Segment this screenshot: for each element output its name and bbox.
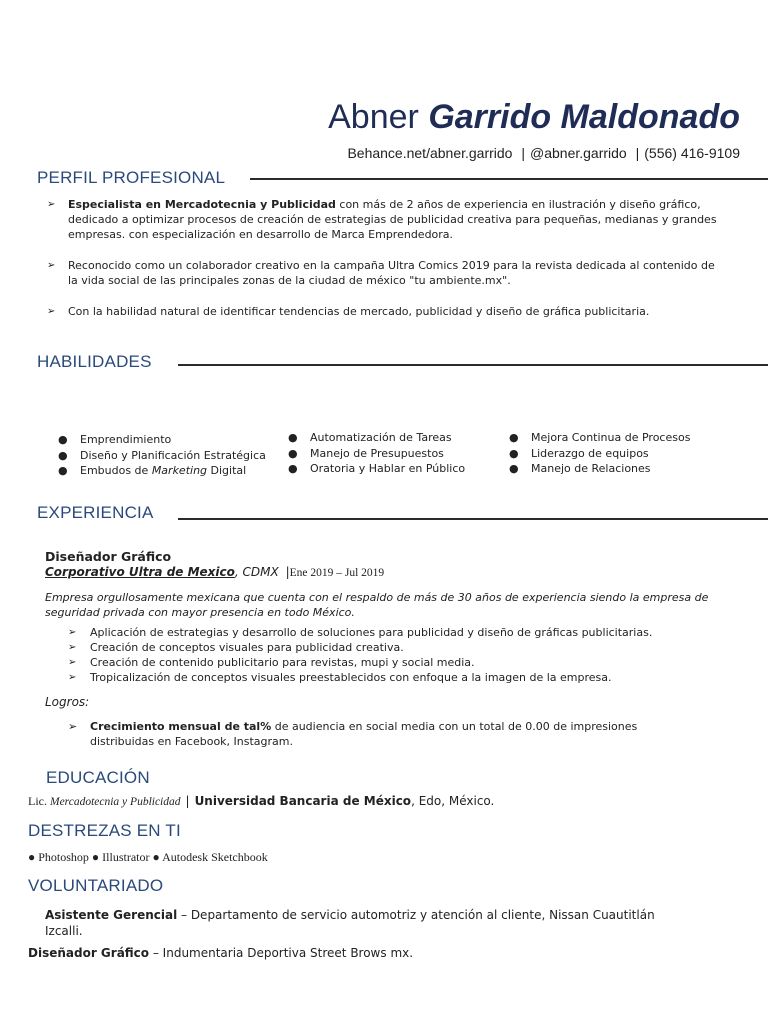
bullet-dot-icon: ●: [509, 462, 519, 475]
separator: |: [521, 145, 525, 161]
skills-column-1: [58, 432, 266, 479]
task-item: ➢ Tropicalización de conceptos visuales preestablecidos con enfoque a la imagen de la empresa.: [68, 671, 612, 684]
perfil-highlight: Especialista en Mercadotecnia y Publicidad: [68, 198, 336, 211]
experiencia-title: EXPERIENCIA: [37, 503, 154, 522]
education-line: Lic. Mercadotecnia y Publicidad | Universidad Bancaria de México, Edo, México.: [28, 794, 495, 808]
skill-item: ● Diseño y Planificación Estratégica: [58, 448, 266, 462]
bullet-dot-icon: ●: [509, 431, 519, 444]
job-dates: Ene 2019 – Jul 2019: [289, 567, 385, 579]
perfil-item-3: [47, 304, 727, 319]
skill-item: ● Manejo de Relaciones: [509, 462, 651, 475]
perfil-text: con más de 2 años de experiencia en ilustración y diseño gráfico, dedicado a optimizar procesos de creación de estrategias de publicidad creativa para pequeñas, medianas y grandes empresas. con especialización en desarrollo de Marca Emprendedora.: [68, 198, 717, 241]
destrezas-title: DESTREZAS EN TI: [28, 821, 181, 840]
it-skills-line: ● Photoshop ● Illustrator ● Autodesk Sketchbook: [28, 850, 268, 864]
skill-item: ● Automatización de Tareas: [288, 431, 452, 444]
arrow-bullet-icon: ➢: [68, 627, 77, 638]
arrow-bullet-icon: ➢: [68, 672, 77, 683]
perfil-item-1: [47, 197, 727, 242]
university: Universidad Bancaria de México: [194, 794, 412, 808]
skill-item: ● Mejora Continua de Procesos: [509, 431, 691, 444]
skill-item: ● Manejo de Presupuestos: [288, 446, 444, 460]
task-item: ➢ Creación de conceptos visuales para publicidad creativa.: [68, 641, 404, 654]
voluntariado-title: VOLUNTARIADO: [28, 876, 164, 895]
perfil-item-2: [47, 258, 727, 288]
skill-item: ● Oratoria y Hablar en Público: [288, 462, 466, 475]
degree: Mercadotecnia y Publicidad: [50, 796, 181, 808]
company-location: , CDMX: [234, 565, 279, 579]
company-name: Corporativo Ultra de Mexico: [45, 565, 235, 579]
arrow-bullet-icon: ➢: [68, 642, 77, 653]
bullet-dot-icon: ●: [509, 446, 519, 460]
experiencia-rule: [178, 518, 768, 520]
task-item: ➢ Creación de contenido publicitario para revistas, mupi y social media.: [68, 656, 475, 669]
company-line: Corporativo Ultra de Mexico, CDMX |Ene 2019 – Jul 2019: [45, 565, 385, 579]
last-name: Garrido Maldonado: [428, 98, 740, 136]
habilidades-title: HABILIDADES: [37, 352, 152, 371]
educacion-title: EDUCACIÓN: [46, 768, 150, 787]
task-item: ➢ Aplicación de estrategias y desarrollo de soluciones para publicidad y diseño de gráficas publicitarias.: [68, 626, 653, 639]
logro-highlight: Crecimiento mensual de tal%: [90, 720, 272, 733]
applicant-name: [328, 98, 740, 137]
behance-link[interactable]: Behance.net/abner.garrido: [347, 145, 513, 161]
skill-item: ● Emprendimiento: [58, 433, 172, 446]
bullet-dot-icon: ●: [288, 431, 298, 444]
bullet-dot-icon: ●: [288, 462, 298, 475]
contact-line: [347, 145, 740, 161]
volunteer-role: Diseñador Gráfico: [28, 946, 150, 960]
volunteer-item-2: Diseñador Gráfico – Indumentaria Deportiva Street Brows mx.: [28, 946, 414, 960]
perfil-text: Con la habilidad natural de identificar tendencias de mercado, publicidad y diseño de gráfica publicitaria.: [68, 305, 650, 318]
perfil-rule: [250, 178, 768, 180]
bullet-dot-icon: ●: [288, 446, 298, 460]
habilidades-rule: [178, 364, 768, 366]
arrow-bullet-icon: ➢: [47, 306, 56, 317]
phone: (556) 416-9109: [644, 145, 740, 161]
bullet-dot-icon: ●: [58, 433, 68, 446]
skills-column-2: [288, 430, 465, 477]
separator: |: [635, 145, 640, 161]
arrow-bullet-icon: ➢: [47, 199, 56, 210]
first-name: Abner: [328, 98, 419, 136]
perfil-text: Reconocido como un colaborador creativo en la campaña Ultra Comics 2019 para la revista dedicada al contenido de la vida social de las principales zonas de la ciudad de méxico "tu ambiente.mx".: [68, 259, 715, 287]
arrow-bullet-icon: ➢: [68, 657, 77, 668]
handle: @abner.garrido: [530, 145, 627, 161]
logro-item: ➢ Crecimiento mensual de tal% de audiencia en social media con un total de 0.00 de impresiones distribuidas en Facebook, Instagram.: [68, 720, 638, 748]
logros-label: Logros:: [45, 695, 90, 709]
bullet-dot-icon: ●: [58, 448, 68, 462]
arrow-bullet-icon: ➢: [68, 720, 78, 733]
task-list: [68, 625, 652, 685]
perfil-title: PERFIL PROFESIONAL: [37, 168, 226, 187]
job-title: Diseñador Gráfico: [45, 549, 172, 564]
volunteer-role: Asistente Gerencial: [45, 908, 178, 922]
company-description: Empresa orgullosamente mexicana que cuenta con el respaldo de más de 30 años de experiencia siendo la empresa de seguridad privada con mayor presencia en todo México.: [45, 591, 709, 619]
bullet-dot-icon: ●: [58, 464, 68, 477]
skill-item: ● Liderazgo de equipos: [509, 446, 649, 460]
skills-column-3: [509, 430, 690, 477]
volunteer-item-1: Asistente Gerencial – Departamento de servicio automotriz y atención al cliente, Nissan Cuautitlán Izcalli.: [45, 908, 655, 938]
arrow-bullet-icon: ➢: [47, 260, 56, 271]
skill-item: ● Embudos de Marketing Digital: [58, 464, 247, 477]
